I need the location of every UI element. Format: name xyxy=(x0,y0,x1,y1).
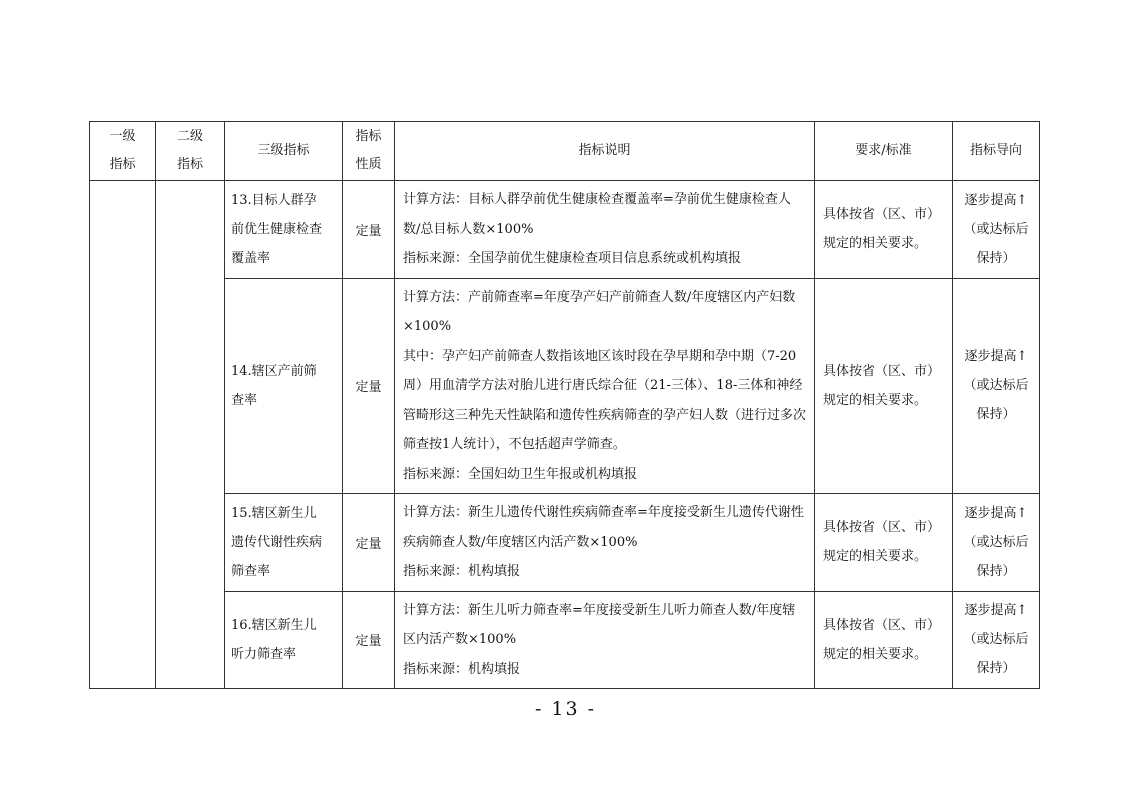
desc-cell: 计算方法：目标人群孕前优生健康检查覆盖率=孕前优生健康检查人数/总目标人数×100% 指标来源：全国孕前优生健康检查项目信息系统或机构填报 xyxy=(395,181,815,279)
desc-cell: 计算方法：产前筛查率=年度孕产妇产前筛查人数/年度辖区内产妇数×100% 其中：孕产妇产前筛查人数指该地区该时段在孕早期和孕中期（7-20周）用血清学方法对胎儿进行唐氏综合征（21-三体）、18-三体和神经管畸形这三种先天性缺陷和遗传性疾病筛查的孕产妇人数（进行过多次筛查按1人统计），不包括超声学筛查。 指标来源：全国妇幼卫生年报或机构填报 xyxy=(395,278,815,494)
table-row xyxy=(90,591,1040,689)
req-cell: 具体按省（区、市） 规定的相关要求。 xyxy=(815,591,953,689)
page-number: - 13 - xyxy=(534,698,597,720)
desc-cell: 计算方法：新生儿遗传代谢性疾病筛查率=年度接受新生儿遗传代谢性疾病筛查人数/年度辖区内活产数×100% 指标来源：机构填报 xyxy=(395,494,815,592)
req-cell: 具体按省（区、市） 规定的相关要求。 xyxy=(815,278,953,494)
req-cell: 具体按省（区、市） 规定的相关要求。 xyxy=(815,181,953,279)
nature-cell: 定量 xyxy=(343,181,395,279)
desc-cell: 计算方法：新生儿听力筛查率=年度接受新生儿听力筛查人数/年度辖区内活产数×100% 指标来源：机构填报 xyxy=(395,591,815,689)
nature-cell: 定量 xyxy=(343,591,395,689)
header-dir: 指标导向 xyxy=(953,122,1040,181)
table-row xyxy=(90,181,1040,279)
header-req: 要求/标准 xyxy=(815,122,953,181)
indicator-table xyxy=(89,121,1040,689)
dir-cell: 逐步提高↑ （或达标后 保持） xyxy=(953,181,1040,279)
header-level1: 一级 指标 xyxy=(90,122,156,181)
level3-cell: 13.目标人群孕 前优生健康检查 覆盖率 xyxy=(225,181,343,279)
nature-cell: 定量 xyxy=(343,494,395,592)
header-desc: 指标说明 xyxy=(395,122,815,181)
header-level2: 二级 指标 xyxy=(156,122,225,181)
level3-cell: 15.辖区新生儿 遗传代谢性疾病 筛查率 xyxy=(225,494,343,592)
table-row xyxy=(90,278,1040,494)
nature-cell: 定量 xyxy=(343,278,395,494)
level2-cell xyxy=(156,181,225,689)
dir-cell: 逐步提高↑ （或达标后 保持） xyxy=(953,278,1040,494)
req-cell: 具体按省（区、市） 规定的相关要求。 xyxy=(815,494,953,592)
level3-cell: 16.辖区新生儿 听力筛查率 xyxy=(225,591,343,689)
header-nature: 指标 性质 xyxy=(343,122,395,181)
level1-cell xyxy=(90,181,156,689)
table-row xyxy=(90,494,1040,592)
dir-cell: 逐步提高↑ （或达标后 保持） xyxy=(953,591,1040,689)
header-row xyxy=(90,122,1040,181)
header-level3: 三级指标 xyxy=(225,122,343,181)
dir-cell: 逐步提高↑ （或达标后 保持） xyxy=(953,494,1040,592)
level3-cell: 14.辖区产前筛 查率 xyxy=(225,278,343,494)
